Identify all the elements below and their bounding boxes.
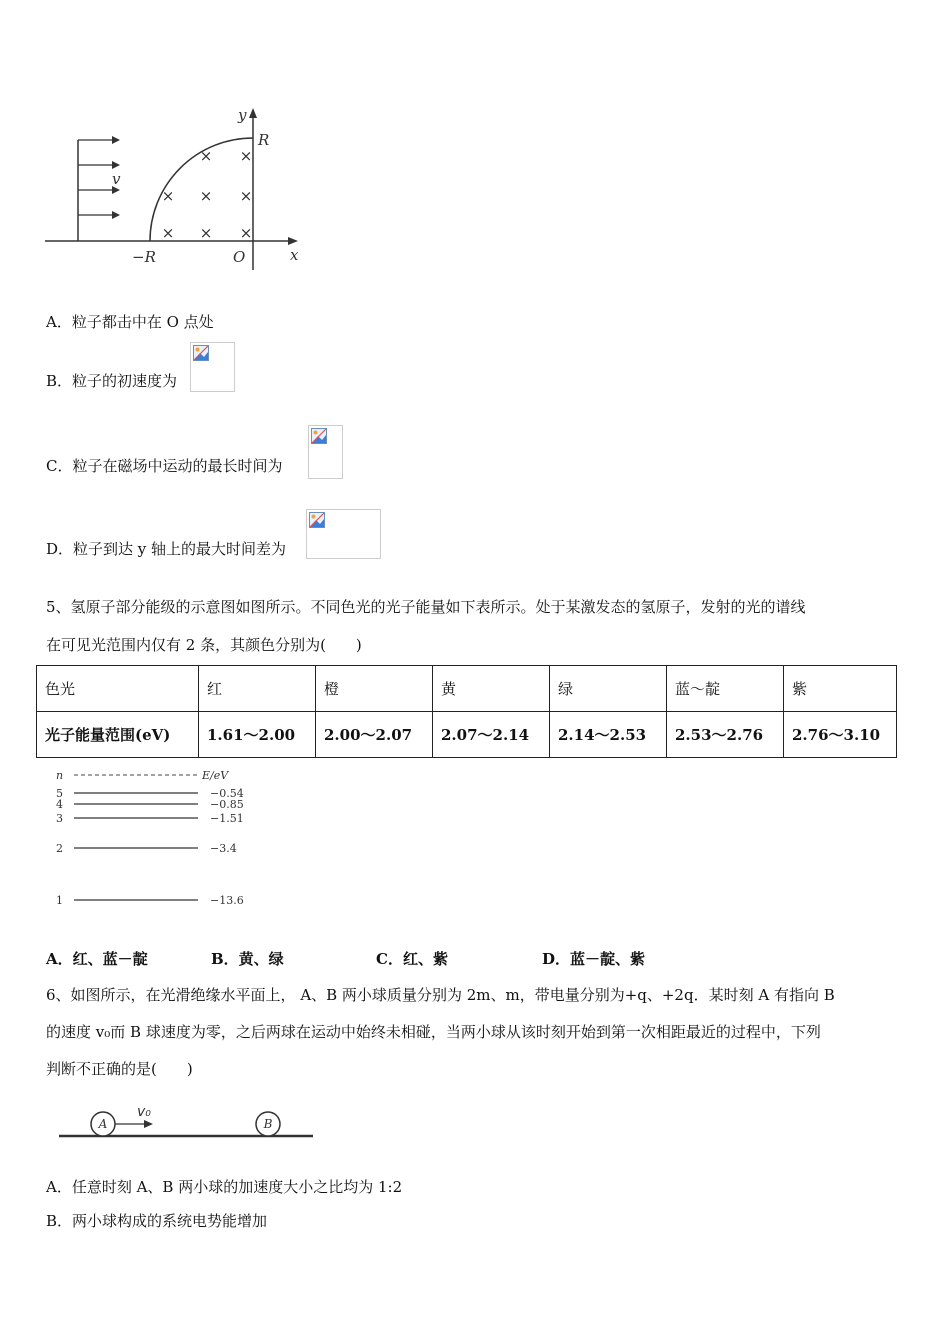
level-number: 2 [56,842,63,855]
level-number: 3 [56,812,63,825]
question-5-line-1: 5、氢原子部分能级的示意图如图所示。不同色光的光子能量如下表所示。处于某激发态的氢原子，发射的光的谱线 [46,598,806,616]
level-energy: −1.51 [210,812,244,825]
table-cell: 光子能量范围(eV) [37,712,199,758]
field-cross: × [161,224,175,242]
level-energy: −0.54 [210,787,244,800]
field-cross: × [239,224,253,242]
table-cell: 1.61～2.00 [199,712,316,758]
broken-image-placeholder [306,509,381,559]
level-energy: −3.4 [210,842,237,855]
broken-image-placeholder [308,425,343,479]
magnetic-field-figure [40,100,310,275]
table-cell: 紫 [784,666,897,712]
choice-a: A．红、蓝－靛 [46,950,148,968]
question-6-line-1: 6、如图所示，在光滑绝缘水平面上， A、B 两小球质量分别为 2m、m，带电量分别为+q、+2q．某时刻 A 有指向 B [46,986,835,1004]
field-cross: × [161,187,175,205]
broken-image-icon [311,428,327,444]
question-6-option-a: A．任意时刻 A、B 两小球的加速度大小之比均为 1:2 [46,1178,403,1196]
option-d: D．粒子到达 y 轴上的最大时间差为 [46,540,287,558]
level-number: 4 [56,798,63,811]
x-axis-arrow [288,237,298,245]
neg-radius-label: −R [132,248,156,266]
choice-d: D．蓝－靛、紫 [542,950,646,968]
table-cell: 色光 [37,666,199,712]
broken-image-icon [309,512,325,528]
question-5-choices [46,948,926,970]
velocity-label: v₀ [137,1104,151,1120]
ball-a-label: A [98,1117,108,1131]
level-number: 1 [56,894,63,907]
level-number: 5 [56,787,63,800]
velocity-arrowhead [144,1120,153,1128]
origin-label: O [233,248,246,266]
question-6-line-2: 的速度 v₀而 B 球速度为零，之后两球在运动中始终未相碰，当两小球从该时刻开始到第一次相距最近的过程中，下列 [46,1023,821,1041]
level-energy: −13.6 [210,894,244,907]
question-6-line-3: 判断不正确的是( ) [46,1060,193,1078]
choice-b: B．黄、绿 [211,950,284,968]
broken-image-placeholder [190,342,235,392]
field-cross: × [199,187,213,205]
radius-label: R [258,131,270,149]
table-row [37,712,897,758]
table-cell: 绿 [550,666,667,712]
table-cell: 2.14～2.53 [550,712,667,758]
table-cell: 红 [199,666,316,712]
question-6-option-b: B．两小球构成的系统电势能增加 [46,1212,268,1230]
x-axis-label: x [290,246,299,264]
table-cell: 2.53～2.76 [667,712,784,758]
n-label: n [56,769,64,782]
photon-energy-table [36,665,897,758]
field-cross: × [239,147,253,165]
energy-level-diagram [50,765,260,915]
option-c: C．粒子在磁场中运动的最长时间为 [46,457,283,475]
question-5-line-2: 在可见光范围内仅有 2 条，其颜色分别为( ) [46,636,362,654]
energy-unit-label: E/eV [202,769,229,782]
table-cell: 橙 [316,666,433,712]
option-b: B．粒子的初速度为 [46,372,178,390]
option-a: A．粒子都击中在 O 点处 [46,313,214,331]
velocity-label: v [112,170,121,188]
ball-b-label: B [263,1117,273,1131]
table-header-row [37,666,897,712]
table-cell: 蓝～靛 [667,666,784,712]
table-cell: 2.00～2.07 [316,712,433,758]
table-cell: 黄 [433,666,550,712]
table-cell: 2.76～3.10 [784,712,897,758]
two-balls-figure [55,1098,320,1146]
choice-c: C．红、紫 [376,950,448,968]
field-cross: × [239,187,253,205]
field-cross: × [199,224,213,242]
broken-image-icon [193,345,209,361]
table-cell: 2.07～2.14 [433,712,550,758]
y-axis-label: y [238,106,247,124]
y-axis-arrow [249,108,257,118]
field-cross: × [199,147,213,165]
velocity-arrows [78,140,116,215]
level-energy: −0.85 [210,798,244,811]
